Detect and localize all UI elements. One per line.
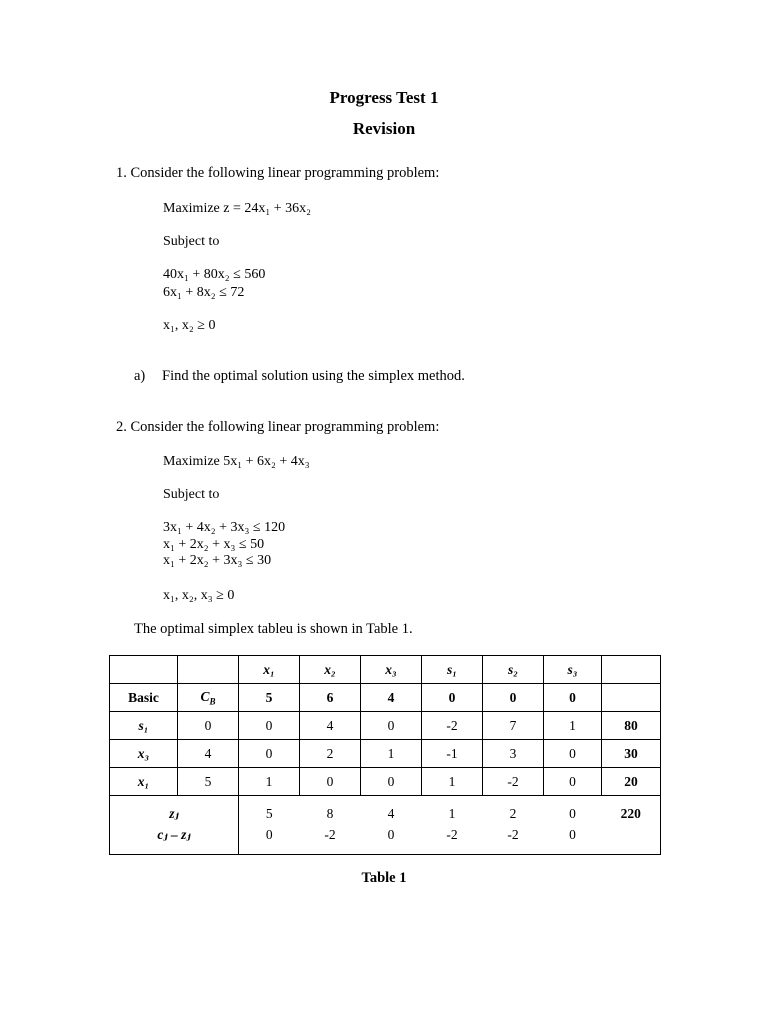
table-row bbox=[110, 712, 661, 740]
q2-intro: 2. Consider the following linear programming problem: bbox=[116, 419, 440, 435]
header-blank bbox=[178, 656, 239, 684]
table-caption: Table 1 bbox=[361, 870, 407, 886]
cj-minus-zj-value: 0 bbox=[361, 824, 422, 855]
zj-value: 4 bbox=[387, 806, 395, 821]
rhs-value: 80 bbox=[602, 712, 661, 740]
table-cell: 4 bbox=[300, 712, 361, 740]
q1-subject-to: Subject to bbox=[163, 234, 220, 249]
q1-constraint-2: 6x₁ + 8x₂ ≤ 72 bbox=[163, 285, 245, 300]
simplex-tableau bbox=[109, 655, 661, 855]
q2-constraint-1: 3x₁ + 4x₂ + 3x₃ ≤ 120 bbox=[163, 520, 286, 535]
var-header-x2: x₂ bbox=[300, 656, 361, 684]
table-row bbox=[110, 768, 661, 796]
table-cell: 0 bbox=[239, 740, 300, 768]
table-cell: 0 bbox=[239, 712, 300, 740]
cj-minus-zj-value: 0 bbox=[239, 824, 300, 855]
q1-intro: 1. Consider the following linear programming problem: bbox=[116, 165, 440, 181]
table-cell: 0 bbox=[544, 740, 602, 768]
basic-variable: s₁ bbox=[110, 712, 178, 740]
zj-value: 1 bbox=[448, 806, 456, 821]
q2-objective: Maximize 5x₁ + 6x₂ + 4x₃ bbox=[163, 454, 310, 469]
basic-variable: x₁ bbox=[110, 768, 178, 796]
table-row-zj bbox=[110, 796, 661, 825]
table-cell: 1 bbox=[422, 768, 483, 796]
table-cell: 0 bbox=[544, 768, 602, 796]
zj-rhs: 220 bbox=[602, 796, 661, 825]
rhs-value: 20 bbox=[602, 768, 661, 796]
var-header-s3: s₃ bbox=[544, 656, 602, 684]
table-cell: 1 bbox=[544, 712, 602, 740]
cj-value: 6 bbox=[300, 684, 361, 712]
zj-value: 2 bbox=[509, 806, 517, 821]
header-blank bbox=[110, 656, 178, 684]
q2-subject-to: Subject to bbox=[163, 487, 220, 502]
table-cell: -2 bbox=[483, 768, 544, 796]
header-blank bbox=[602, 656, 661, 684]
table-cell: 2 bbox=[300, 740, 361, 768]
cb-label: C bbox=[200, 688, 210, 704]
cj-value: 0 bbox=[483, 684, 544, 712]
cj-minus-zj-value: -2 bbox=[422, 824, 483, 855]
table-row-cj bbox=[110, 684, 661, 712]
var-header-s1: s₁ bbox=[422, 656, 483, 684]
cj-minus-zj-value: 0 bbox=[544, 824, 602, 855]
table-cell: -1 bbox=[422, 740, 483, 768]
zj-label: zⱼ bbox=[110, 796, 239, 825]
q1-part-a-text: Find the optimal solution using the simplex method. bbox=[162, 368, 465, 384]
cj-value: 0 bbox=[422, 684, 483, 712]
table-cell: 3 bbox=[483, 740, 544, 768]
table-cell: 0 bbox=[361, 768, 422, 796]
var-header-x1: x₁ bbox=[239, 656, 300, 684]
cb-value: 4 bbox=[178, 740, 239, 768]
q1-constraint-1: 40x₁ + 80x₂ ≤ 560 bbox=[163, 267, 266, 282]
basic-variable: x₃ bbox=[110, 740, 178, 768]
page-subtitle: Revision bbox=[352, 119, 416, 138]
basic-header: Basic bbox=[110, 684, 178, 712]
page-title: Progress Test 1 bbox=[329, 88, 439, 107]
cj-value: 0 bbox=[544, 684, 602, 712]
cj-minus-zj-blank bbox=[602, 824, 661, 855]
cb-value: 5 bbox=[178, 768, 239, 796]
zj-value: 0 bbox=[569, 806, 576, 821]
table-cell: 7 bbox=[483, 712, 544, 740]
cj-value: 4 bbox=[361, 684, 422, 712]
cj-minus-zj-label: cⱼ – zⱼ bbox=[110, 824, 239, 855]
q2-constraint-2: x₁ + 2x₂ + x₃ ≤ 50 bbox=[163, 537, 265, 552]
table-row-cj-minus-zj bbox=[110, 824, 661, 855]
table-row-variables bbox=[110, 656, 661, 684]
q1-nonnegativity: x₁, x₂ ≥ 0 bbox=[163, 318, 216, 333]
cb-subscript: B bbox=[209, 696, 216, 707]
zj-value: 5 bbox=[239, 796, 300, 825]
var-header-s2: s₂ bbox=[483, 656, 544, 684]
q2-tableau-intro: The optimal simplex tableu is shown in Table 1. bbox=[134, 621, 413, 637]
q2-nonnegativity: x₁, x₂, x₃ ≥ 0 bbox=[163, 588, 235, 603]
zj-value: 8 bbox=[326, 806, 334, 821]
q1-part-a-label: a) bbox=[134, 368, 146, 384]
table-cell: 1 bbox=[239, 768, 300, 796]
rhs-value: 30 bbox=[602, 740, 661, 768]
cb-value: 0 bbox=[178, 712, 239, 740]
cb-header bbox=[178, 684, 239, 712]
cj-value: 5 bbox=[239, 684, 300, 712]
var-header-x3: x₃ bbox=[361, 656, 422, 684]
cj-blank bbox=[602, 684, 661, 712]
cj-minus-zj-value: -2 bbox=[483, 824, 544, 855]
table-cell: 0 bbox=[300, 768, 361, 796]
table-cell: 0 bbox=[361, 712, 422, 740]
table-cell: -2 bbox=[422, 712, 483, 740]
table-row bbox=[110, 740, 661, 768]
q2-constraint-3: x₁ + 2x₂ + 3x₃ ≤ 30 bbox=[163, 553, 272, 568]
table-cell: 1 bbox=[361, 740, 422, 768]
q1-objective: Maximize z = 24x₁ + 36x₂ bbox=[163, 201, 312, 216]
cj-minus-zj-value: -2 bbox=[300, 824, 361, 855]
